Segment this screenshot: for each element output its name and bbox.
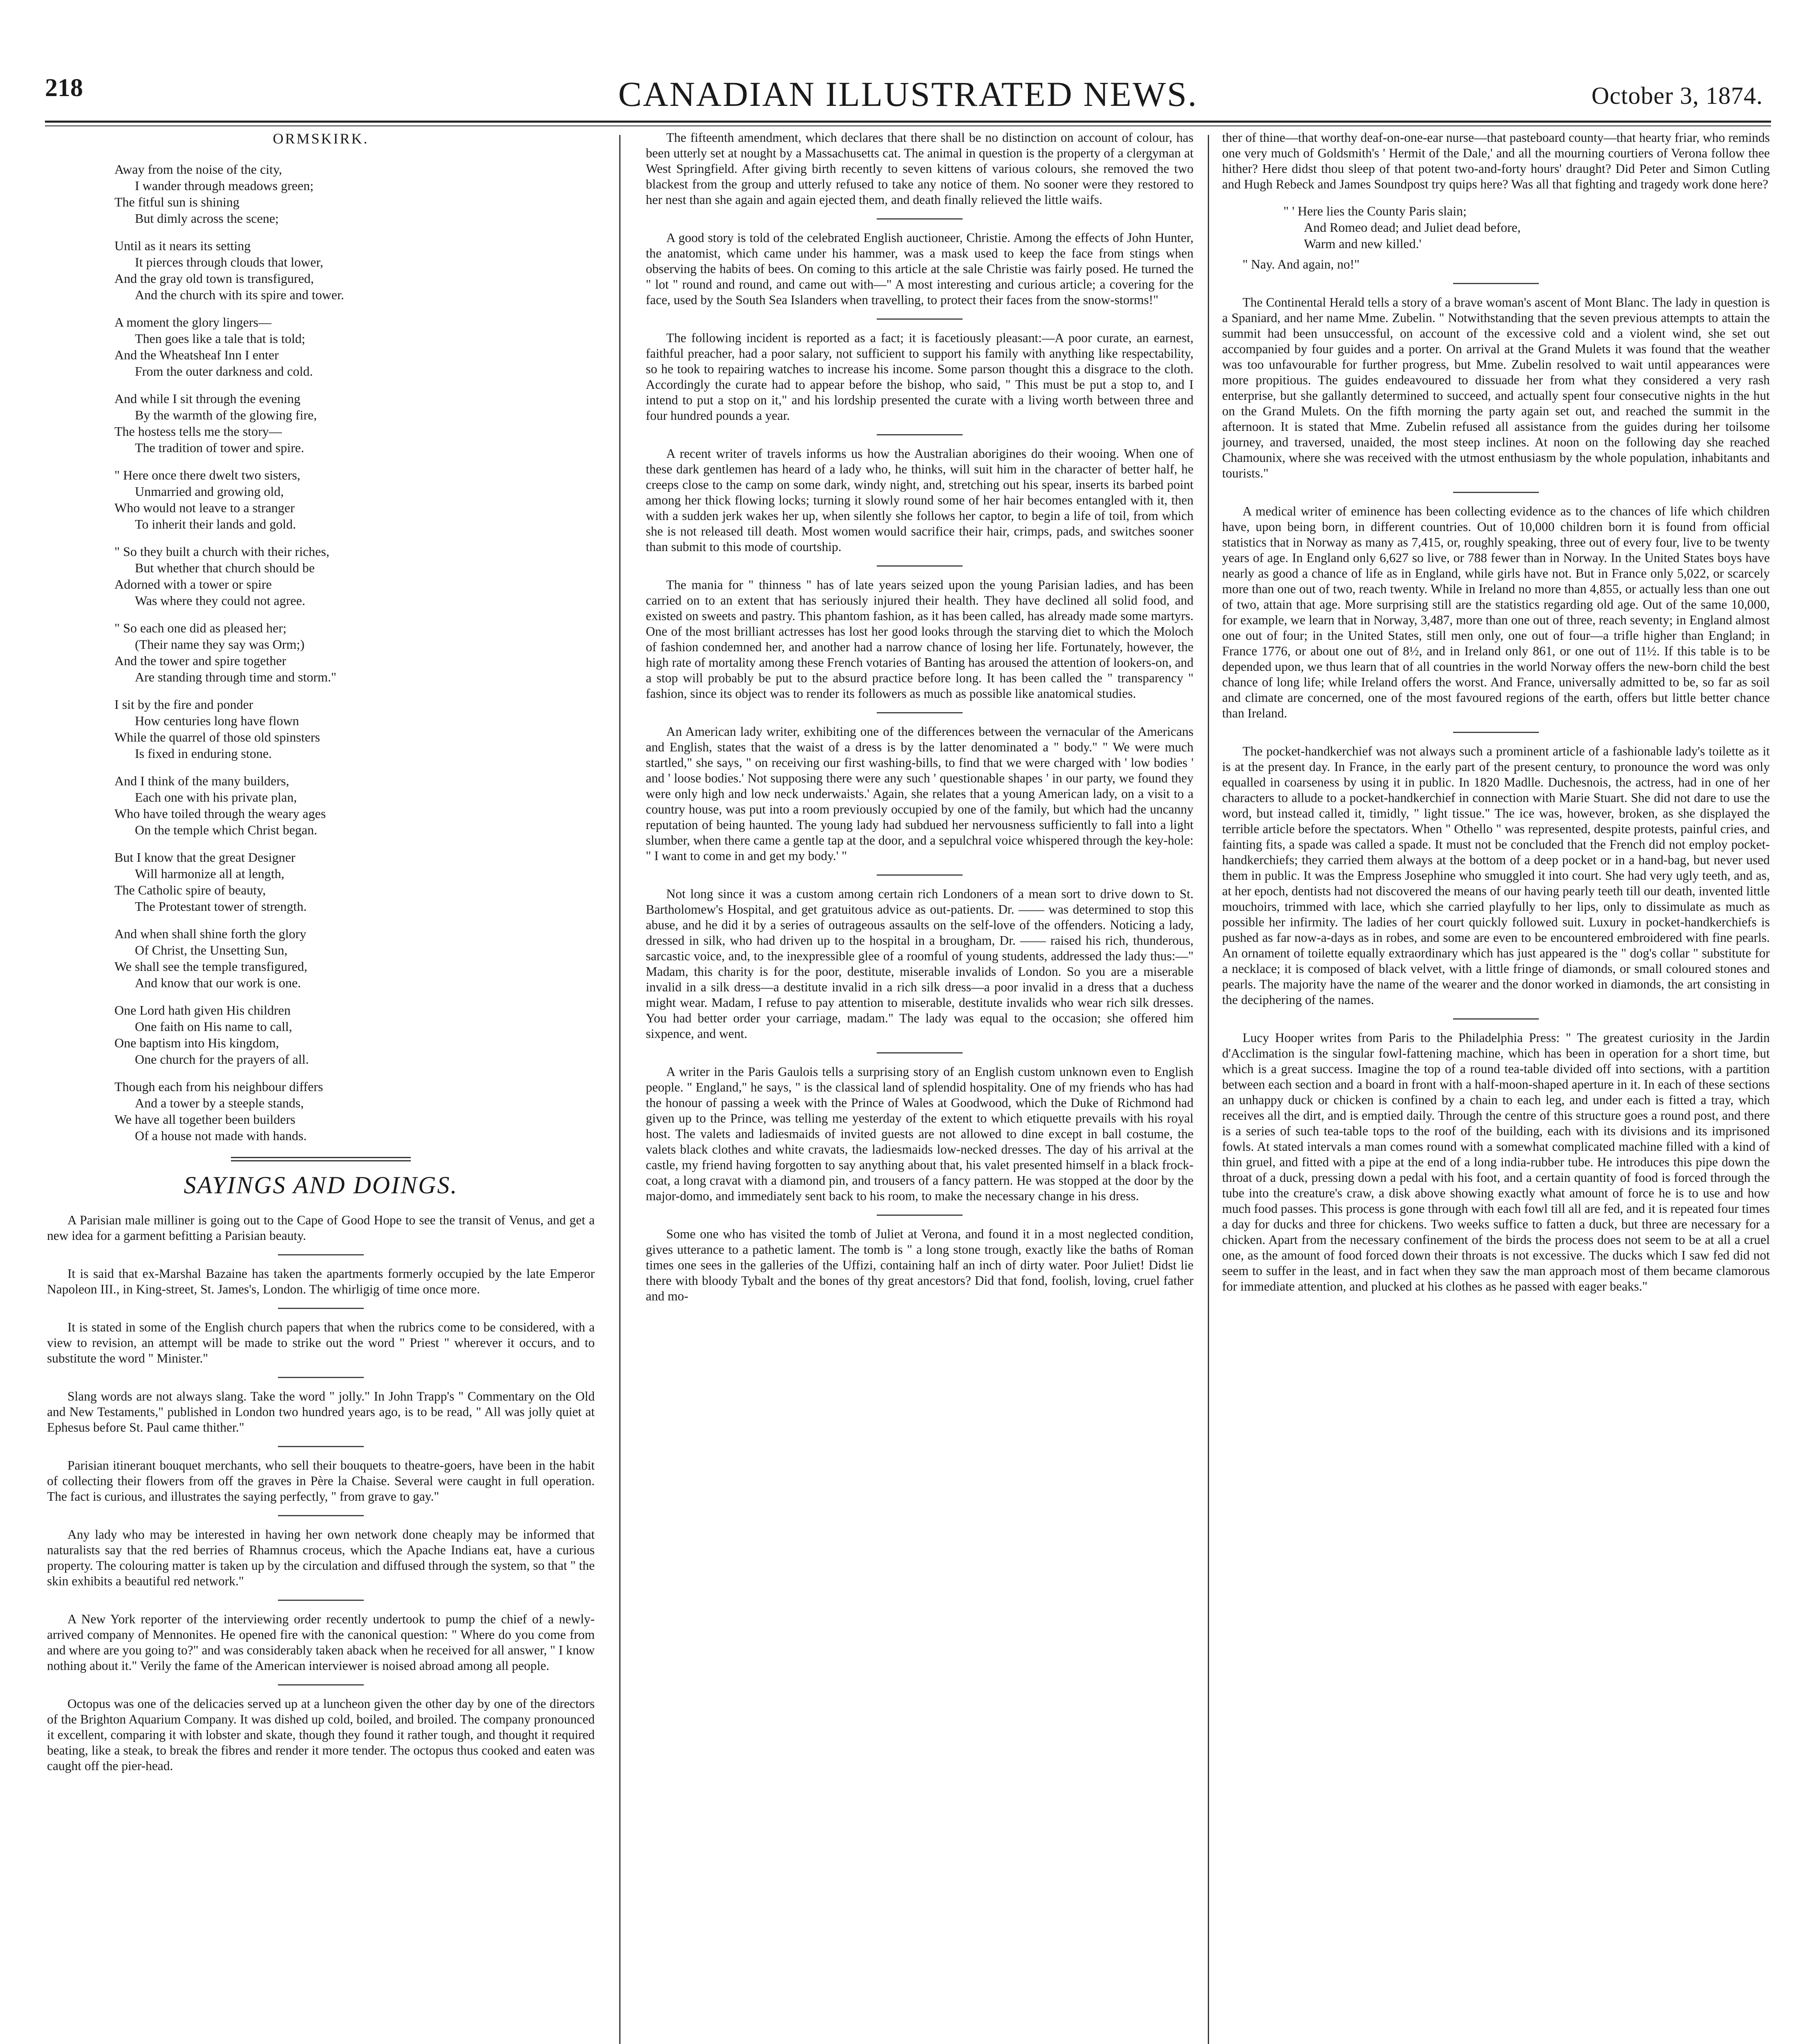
article-separator (877, 874, 963, 876)
poem-line: I wander through meadows green; (135, 178, 314, 193)
article-paragraph: Lucy Hooper writes from Paris to the Philadelphia Press: " The greatest curiosity in the Jardin d'Acclimation is the singular fowl-fattening machine, which has been in operation for a short time, but which is a great success. Imagine the top of a round tea-table divided off into sections, with a partition between each section and a board in front with a half-moon-shaped aperture in it. In each of these sections an unhappy duck or chicken is confined by a chain to each leg, and under each is fitted a tray, which receives all the dirt, and is emptied daily. Through the centre of this structure goes a round post, and there is a series of such tea-table tops to the roof of the building, each with its divisions and its imprisoned fowls. At stated intervals a man comes round with a somewhat complicated machine filled with a kind of thin gruel, and fitted with a pipe at the end of a long india-rubber tube. He introduces this pipe down the throat of a duck, pressing down a pedal with his foot, and a certain quantity of food is forced through the tube into the creature's craw, a disk above showing exactly what amount of force he is to use and how much food passes. This process is gone through with each fowl till all are fed, and it is repeated four times a day for ducks and three for chickens. Two weeks suffice to fatten a duck, but three are necessary for a chicken. Apart from the necessary confinement of the birds the process does not seem to be at all a cruel one, as the amount of food forced down their throats is not excessive. The ducks which I saw fed did not seem to suffer in the least, and in fact when they saw the man approach most of them became clamorous for immediate attention, and plucked at his clothes as he passed with eager beaks." (1222, 1031, 1770, 1293)
article-separator (877, 1052, 963, 1053)
section-divider (231, 1157, 411, 1161)
poem-line: Though each from his neighbour differs (114, 1079, 323, 1094)
poem-line: But I know that the great Designer (114, 850, 296, 865)
article-paragraph: The mania for " thinness " has of late years seized upon the young Parisian ladies, and has been carried on to an extent that has seriously injured their health. They have declined all solid food, and existed on sweets and pastry. This phantom fashion, as it has been called, has already made some martyrs. One of the most brilliant actresses has lost her good looks through the starving diet to which the Moloch of fashion condemned her, and another had a narrow chance of losing her life. Fortunately, however, the high rate of mortality among these French votaries of Banting has aroused the attention of lookers-on, and a stop will probably be put to the absurd practice before long. It has been called the " transparency " fashion, since its object was to render its followers as much as possible like anatomical studies. (646, 578, 1193, 701)
poem-line: I sit by the fire and ponder (114, 697, 253, 712)
poem-line: We have all together been builders (114, 1112, 296, 1127)
column-divider (619, 135, 620, 2044)
poem-line: It pierces through clouds that lower, (135, 255, 323, 269)
poem-line: Will harmonize all at length, (135, 866, 284, 881)
article-paragraph: A writer in the Paris Gaulois tells a surprising story of an English custom unknown even to English people. " England," he says, " is the classical land of splendid hospitality. One of my friends who has had the honour of passing a week with the Prince of Wales at Goodwood, which the Duke of Richmond had given up to the Prince, was telling me yesterday of the extent to which etiquette prevails with his royal host. The valets and ladiesmaids of invited guests are not allowed to dine except in ball costume, the valets black clothes and white cravats, the ladiesmaids low-necked dresses. The day of his arrival at the castle, my friend having forgotten to say anything about that, his valet presented himself in a black frock-coat, a long cravat with a diamond pin, and trousers of a fancy pattern. He was stopped at the door by the major-domo, and immediately sent back to his room, to make the necessary change in his dress. (646, 1065, 1193, 1203)
poem-line: Was where they could not agree. (135, 593, 305, 608)
poem-line: The Protestant tower of strength. (135, 899, 307, 914)
article-paragraph: It is said that ex-Marshal Bazaine has taken the apartments formerly occupied by the late Emperor Napoleon III., in King-street, St. James's, London. The whirligig of time once more. (47, 1266, 595, 1296)
article-separator (278, 1600, 364, 1601)
poem-line: And I think of the many builders, (114, 773, 289, 788)
poem-line: One church for the prayers of all. (135, 1052, 309, 1067)
poem-body (47, 161, 595, 1144)
article-paragraph: A New York reporter of the interviewing order recently undertook to pump the chief of a newly-arrived company of Mennonites. He opened fire with the canonical question: " Where do you come from and where are you going to?" and was considerably taken aback when he received for all answer, " I know nothing about it." Verily the fame of the American interviewer is noised abroad among all people. (47, 1612, 595, 1673)
poem-line: Are standing through time and storm." (135, 670, 336, 684)
poem-line: And know that our work is one. (135, 975, 301, 990)
article-paragraph: A good story is told of the celebrated English auctioneer, Christie. Among the effects of John Hunter, the anatomist, which came under his hammer, was a mask used to keep the face from stings when observing the habits of bees. On coming to this article at the sale Christie was fairly posed. He turned the " lot " round and round, and came out with—" A most interesting and curious article; a covering for the face, used by the South Sea Islanders when travelling, to protect their faces from the snow-storms!" (646, 231, 1193, 307)
poem-stanza (47, 390, 595, 456)
article-separator (278, 1377, 364, 1378)
poem-line: One baptism into His kingdom, (114, 1035, 279, 1050)
article-paragraph: Parisian itinerant bouquet merchants, who sell their bouquets to theatre-goers, have been in the habit of collecting their flowers from off the graves in Père la Chaise. Several were caught in full operation. The fact is curious, and illustrates the saying perfectly, " from grave to gay." (47, 1458, 595, 1504)
poem-stanza (47, 467, 595, 532)
poem-line: A moment the glory lingers— (114, 315, 271, 329)
poem-line: And while I sit through the evening (114, 391, 301, 406)
poem-line: Away from the noise of the city, (114, 162, 282, 177)
article-separator (877, 1215, 963, 1216)
poem-line: Who have toiled through the weary ages (114, 806, 326, 821)
poem-line: And the church with its spire and tower. (135, 287, 344, 302)
poem-line: And the gray old town is transfigured, (114, 271, 314, 286)
poem-line: But whether that church should be (135, 560, 315, 575)
poem-stanza (47, 1002, 595, 1067)
poem-line: But dimly across the scene; (135, 211, 279, 226)
column-2 (646, 130, 1193, 1304)
column-3-articles (1222, 283, 1770, 1294)
poem-line: Of Christ, the Unsetting Sun, (135, 943, 288, 957)
column-divider (1208, 135, 1209, 2044)
article-separator (877, 434, 963, 435)
article-paragraph: The pocket-handkerchief was not always such a prominent article of a fashionable lady's toilette as it is at the present day. In France, in the early part of the present century, to pronounce the word was only equalled in coarseness by using it in public. In 1820 Madlle. Duchesnois, the actress, had in one of her characters to allude to a pocket-handkerchief in connection with Marie Stuart. She did not dare to use the word, but instead called it, timidly, " light tissue." The ice was, however, broken, as she displayed the terrible article before the spectators. When " Othello " was represented, despite protests, painful cries, and fainting fits, a spade was called a spade. It must not be concluded that the French did not employ pocket-handkerchiefs; they carried them always at the bottom of a deep pocket or in a hand-bag, but never used them in public. It was the Empress Josephine who smuggled it into court. She had very ugly teeth, and as, at her epoch, dentists had not discovered the means of our having pearly teeth till our death, invented little mouchoirs, trimmed with lace, which she carried playfully to her lips, only to dissimulate as much as possible her infirmity. The ladies of her court quickly followed suit. Luxury in pocket-handkerchiefs is pushed as far now-a-days as in robes, and some are even to be encountered embroidered with fine pearls. An ornament of toilette equally extraordinary which has just appeared is the " dog's collar " substitute for a necklace; it is composed of black velvet, with a little fringe of diamonds, or small coloured stones and pearls. The majority have the name of the wearer and the donor worked in diamonds, the art consisting in the deciphering of the names. (1222, 744, 1770, 1007)
article-paragraph: Slang words are not always slang. Take the word " jolly." In John Trapp's " Commentary on the Old and New Testaments," published in London two hundred years ago, is to be read, " All was jolly quiet at Ephesus before St. Paul came thither." (47, 1389, 595, 1434)
poem-stanza (47, 926, 595, 991)
poem-stanza (47, 849, 595, 914)
article-paragraph: It is stated in some of the English church papers that when the rubrics come to be considered, with a view to revision, an attempt will be made to strike out the word " Priest " wherever it occurs, and to substitute the word " Minister." (47, 1320, 595, 1365)
article-separator (278, 1684, 364, 1685)
poem-line: Until as it nears its setting (114, 238, 251, 253)
article-separator (877, 565, 963, 567)
poem-line: How centuries long have flown (135, 713, 299, 728)
poem-stanza (47, 696, 595, 762)
article-paragraph: An American lady writer, exhibiting one of the differences between the vernacular of the Americans and English, states that the waist of a dress is by the latter denominated a " body." " We were much startled," she says, " on receiving our first washing-bills, to find that we were charged with ' low bodies ' and ' loose bodies.' Not supposing there were any such ' questionable shapes ' in our party, we found they were only high and low neck underwaists.' Again, she relates that a young American lady, on a visit to a country house, was put into a room previously occupied by one of the family, but which had the uncanny reputation of being haunted. The young lady had subdued her nervousness sufficiently to fall into a light slumber, when there came a gentle tap at the door, and a sepulchral voice whispered through the key-hole: " I want to come in and get my body.' " (646, 724, 1193, 863)
poem-title: ORMSKIRK. (273, 130, 369, 147)
quote-line: " ' Here lies the County Paris slain; (1283, 204, 1467, 218)
article-paragraph: A Parisian male milliner is going out to the Cape of Good Hope to see the transit of Venus, and get a new idea for a garment befitting a Parisian beauty. (47, 1213, 595, 1243)
poem-stanza (47, 238, 595, 303)
article-separator (1453, 1018, 1539, 1020)
article-paragraph: The fifteenth amendment, which declares that there shall be no distinction on account of colour, has been utterly set at nought by a Massachusetts cat. The animal in question is the property of a clergyman at West Springfield. After giving birth recently to seven kittens of various colours, she removed the two blackest from the group and utterly refused to take any notice of them. No sooner were they restored to her nest than she again and again ejected them, and death finally relieved the little waifs. (646, 130, 1193, 207)
article-separator (278, 1308, 364, 1309)
poem-line: The fitful sun is shining (114, 195, 240, 209)
article-paragraph: Any lady who may be interested in having her own network done cheaply may be informed that naturalists say that the red berries of Rhamnus croceus, which the Apache Indians eat, have a curious property. The colouring matter is taken up by the circulation and diffused through the system, so that " the skin exhibits a beautiful red network." (47, 1527, 595, 1588)
article-separator (877, 712, 963, 713)
quote-tail: " Nay. And again, no!" (1243, 257, 1360, 271)
article-separator (877, 318, 963, 320)
column-1 (47, 130, 595, 1774)
poem-line: One faith on His name to call, (135, 1019, 292, 1034)
article-paragraph: Not long since it was a custom among certain rich Londoners of a mean sort to drive down to St. Bartholomew's Hospital, and get gratuitous advice as out-patients. Dr. —— was determined to stop this abuse, and he did it by a series of outrageous assaults on the self-love of the offenders. Noticing a lady, dressed in silk, who had driven up to the hospital in a brougham, Dr. —— raised his rich, thunderous, sarcastic voice, and, to the inexpressible glee of a roomful of young students, addressed the lady thus:—" Madam, this charity is for the poor, destitute, miserable invalids of London. So you are a miserable invalid in a silk dress—a destitute invalid in a rich silk dress—a poor invalid in a dress that a duchess might wear. Madam, I refuse to pay attention to miserable, destitute invalids who wear rich silk dresses. You had better order your carriage, madam." The lady was equal to the occasion; she offered him sixpence, and went. (646, 887, 1193, 1041)
poem-line: On the temple which Christ began. (135, 823, 318, 837)
article-separator (1453, 283, 1539, 284)
article-paragraph: The following incident is reported as a fact; it is facetiously pleasant:—A poor curate, an earnest, faithful preacher, had a poor salary, not sufficient to support his family with anything like respectability, so he took to repairing watches to increase his income. Some parson thought this a disgrace to the cloth. Accordingly the curate had to appear before the bishop, who said, " This must be put a stop to, and I intend to put a stop on it," and his lordship presented the curate with a living worth between three and four hundred pounds a year. (646, 331, 1193, 423)
article-paragraph: Some one who has visited the tomb of Juliet at Verona, and found it in a most neglected condition, gives utterance to a pathetic lament. The tomb is " a long stone trough, exactly like the baths of Roman times one sees in the galleries of the Uffizi, containing half an inch of dirty water. Poor Juliet! Didst lie there with bloody Tybalt and the bones of thy great ancestors? Did that fond, foolish, loving, cruel father and mo- (646, 1227, 1193, 1303)
poem-line: While the quarrel of those old spinsters (114, 730, 320, 744)
article-separator (1453, 732, 1539, 733)
verse-quote (1222, 203, 1770, 252)
poem-stanza (47, 314, 595, 379)
poem-line: And a tower by a steeple stands, (135, 1096, 304, 1110)
poem-line: " Here once there dwelt two sisters, (114, 468, 300, 482)
article-paragraph: Octopus was one of the delicacies served up at a luncheon given the other day by one of the directors of the Brighton Aquarium Company. It was dished up cold, boiled, and broiled. The company pronounced it excellent, comparing it with lobster and skate, though they found it rather tough, and thought it required beating, like a steak, to break the fibres and render it more tender. The octopus thus cooked and eaten was caught off the pier-head. (47, 1697, 595, 1773)
poem-line: Who would not leave to a stranger (114, 500, 295, 515)
poem-stanza (47, 161, 595, 226)
column-1-articles (47, 1213, 595, 1774)
poem-line: One Lord hath given His children (114, 1003, 291, 1018)
poem-line: Unmarried and growing old, (135, 484, 284, 499)
section-title: SAYINGS AND DOINGS. (184, 1172, 458, 1199)
poem-line: Is fixed in enduring stone. (135, 746, 272, 761)
poem-stanza (47, 1078, 595, 1144)
article-paragraph: The Continental Herald tells a story of a brave woman's ascent of Mont Blanc. The lady in question is a Spaniard, and her name Mme. Zubelin. " Notwithstanding that the seven previous attempts to attain the summit had been unsuccessful, on account of the excessive cold and a violent wind, she set out accompanied by four guides and a porter. On arrival at the Grand Mulets it was found that the weather was too unfavourable for further progress, but Mme. Zubelin resolved to wait until appearances were more propitious. The guides endeavoured to dissuade her from what they considered a very rash enterprise, but she gallantly determined to succeed, and actually spent four consecutive nights in the hut on the Grand Mulets. On the fifth morning the party again set out, and reached the summit in the afternoon. It is stated that Mme. Zubelin refused all assistance from the guides during her toilsome journey, and traversed, unaided, the most steep inclines. At noon on the following day she reached Chamounix, where she was received with the utmost enthusiasm by the whole population, inhabitants and tourists." (1222, 295, 1770, 480)
poem-line: The tradition of tower and spire. (135, 440, 305, 455)
poem-stanza (47, 620, 595, 685)
issue-date: October 3, 1874. (1591, 82, 1763, 109)
quote-line: Warm and new killed.' (1304, 236, 1422, 251)
article-separator (877, 218, 963, 220)
poem-line: The hostess tells me the story— (114, 424, 282, 439)
article-separator (278, 1446, 364, 1447)
poem-line: From the outer darkness and cold. (135, 364, 313, 379)
column-2-articles (646, 130, 1193, 1304)
poem-line: And the tower and spire together (114, 653, 287, 668)
poem-line: We shall see the temple transfigured, (114, 959, 307, 974)
masthead-title: CANADIAN ILLUSTRATED NEWS. (618, 74, 1198, 114)
poem-line: Of a house not made with hands. (135, 1128, 307, 1143)
header-rule (45, 121, 1771, 123)
article-paragraph: A recent writer of travels informs us how the Australian aborigines do their wooing. When one of these dark gentlemen has heard of a lady who, he thinks, will suit him in the character of better half, he creeps close to the camp on some dark, windy night, and, stretching out his spear, inserts its barbed point among her thick flowing locks; turning it slowly round some of her hair becomes entangled with it, then with a sudden jerk wakes her up, when silently she follows her captor, to begin a life of toil, from which she is not released till death. Most women would sacrifice their hair, crimps, pads, and switches sooner than submit to this mode of courtship. (646, 446, 1193, 554)
column-3 (1222, 130, 1770, 1294)
poem-line: To inherit their lands and gold. (135, 517, 296, 531)
poem-line: (Their name they say was Orm;) (135, 637, 305, 652)
poem-line: The Catholic spire of beauty, (114, 883, 266, 897)
article-separator (278, 1515, 364, 1516)
page-number: 218 (45, 74, 83, 102)
poem-line: " So each one did as pleased her; (114, 621, 287, 635)
quote-line: And Romeo dead; and Juliet dead before, (1304, 220, 1521, 235)
poem-line: And when shall shine forth the glory (114, 926, 307, 941)
poem-line: And the Wheatsheaf Inn I enter (114, 347, 279, 362)
poem-line: Adorned with a tower or spire (114, 577, 272, 592)
poem-line: " So they built a church with their riches, (114, 544, 329, 559)
poem-line: By the warmth of the glowing fire, (135, 408, 317, 422)
poem-stanza (47, 543, 595, 609)
article-paragraph: A medical writer of eminence has been collecting evidence as to the chances of life which children have, upon being born, in different countries. Out of 10,000 children born it is found from official statistics that in Norway as many as 7,415, or, roughly speaking, three out of every four, live to be twenty years of age. In England only 6,627 so live, or 788 fewer than in Norway. In the United States boys have nearly as good a chance of life as in England, while girls have not. But in France only 5,022, or scarcely more than one out of two, reach twenty. While in Ireland no more than 4,855, or actually less than one out of two, attain that age. More surprising still are the statistics regarding old age. Out of the same 10,000, for example, we learn that in Norway, 3,487, more than one out of three, reach seventy; in England almost one out of four; in the United States, still men only, one out of four—a trifle higher than England; in France 1776, or about one out of 8½, and in Ireland only 861, or one out of 11½. If this table is to be depended upon, we thus learn that of all countries in the world Norway offers the new-born child the best chance of long life; while Ireland offers the worst. And France, universally admitted to be, so far as soil and climate are concerned, one of the most favoured regions of the earth, offers but little better chance than Ireland. (1222, 504, 1770, 720)
poem-line: Each one with his private plan, (135, 790, 297, 805)
poem-line: Then goes like a tale that is told; (135, 331, 305, 346)
article-continuation: ther of thine—that worthy deaf-on-one-ear nurse—that pasteboard county—that hearty friar, who reminds one very much of Goldsmith's ' Hermit of the Dale,' and all the mourning courtiers of Verona follow thee hither? Here didst thou sleep of that potent two-and-forty hours' draught? Did Peter and Simon Cutling and Hugh Rebeck and James Soundpost try quips here? Was all that fighting and tragedy work done here? (1222, 130, 1770, 191)
article-separator (278, 1254, 364, 1255)
poem-stanza (47, 773, 595, 838)
article-separator (1453, 492, 1539, 493)
